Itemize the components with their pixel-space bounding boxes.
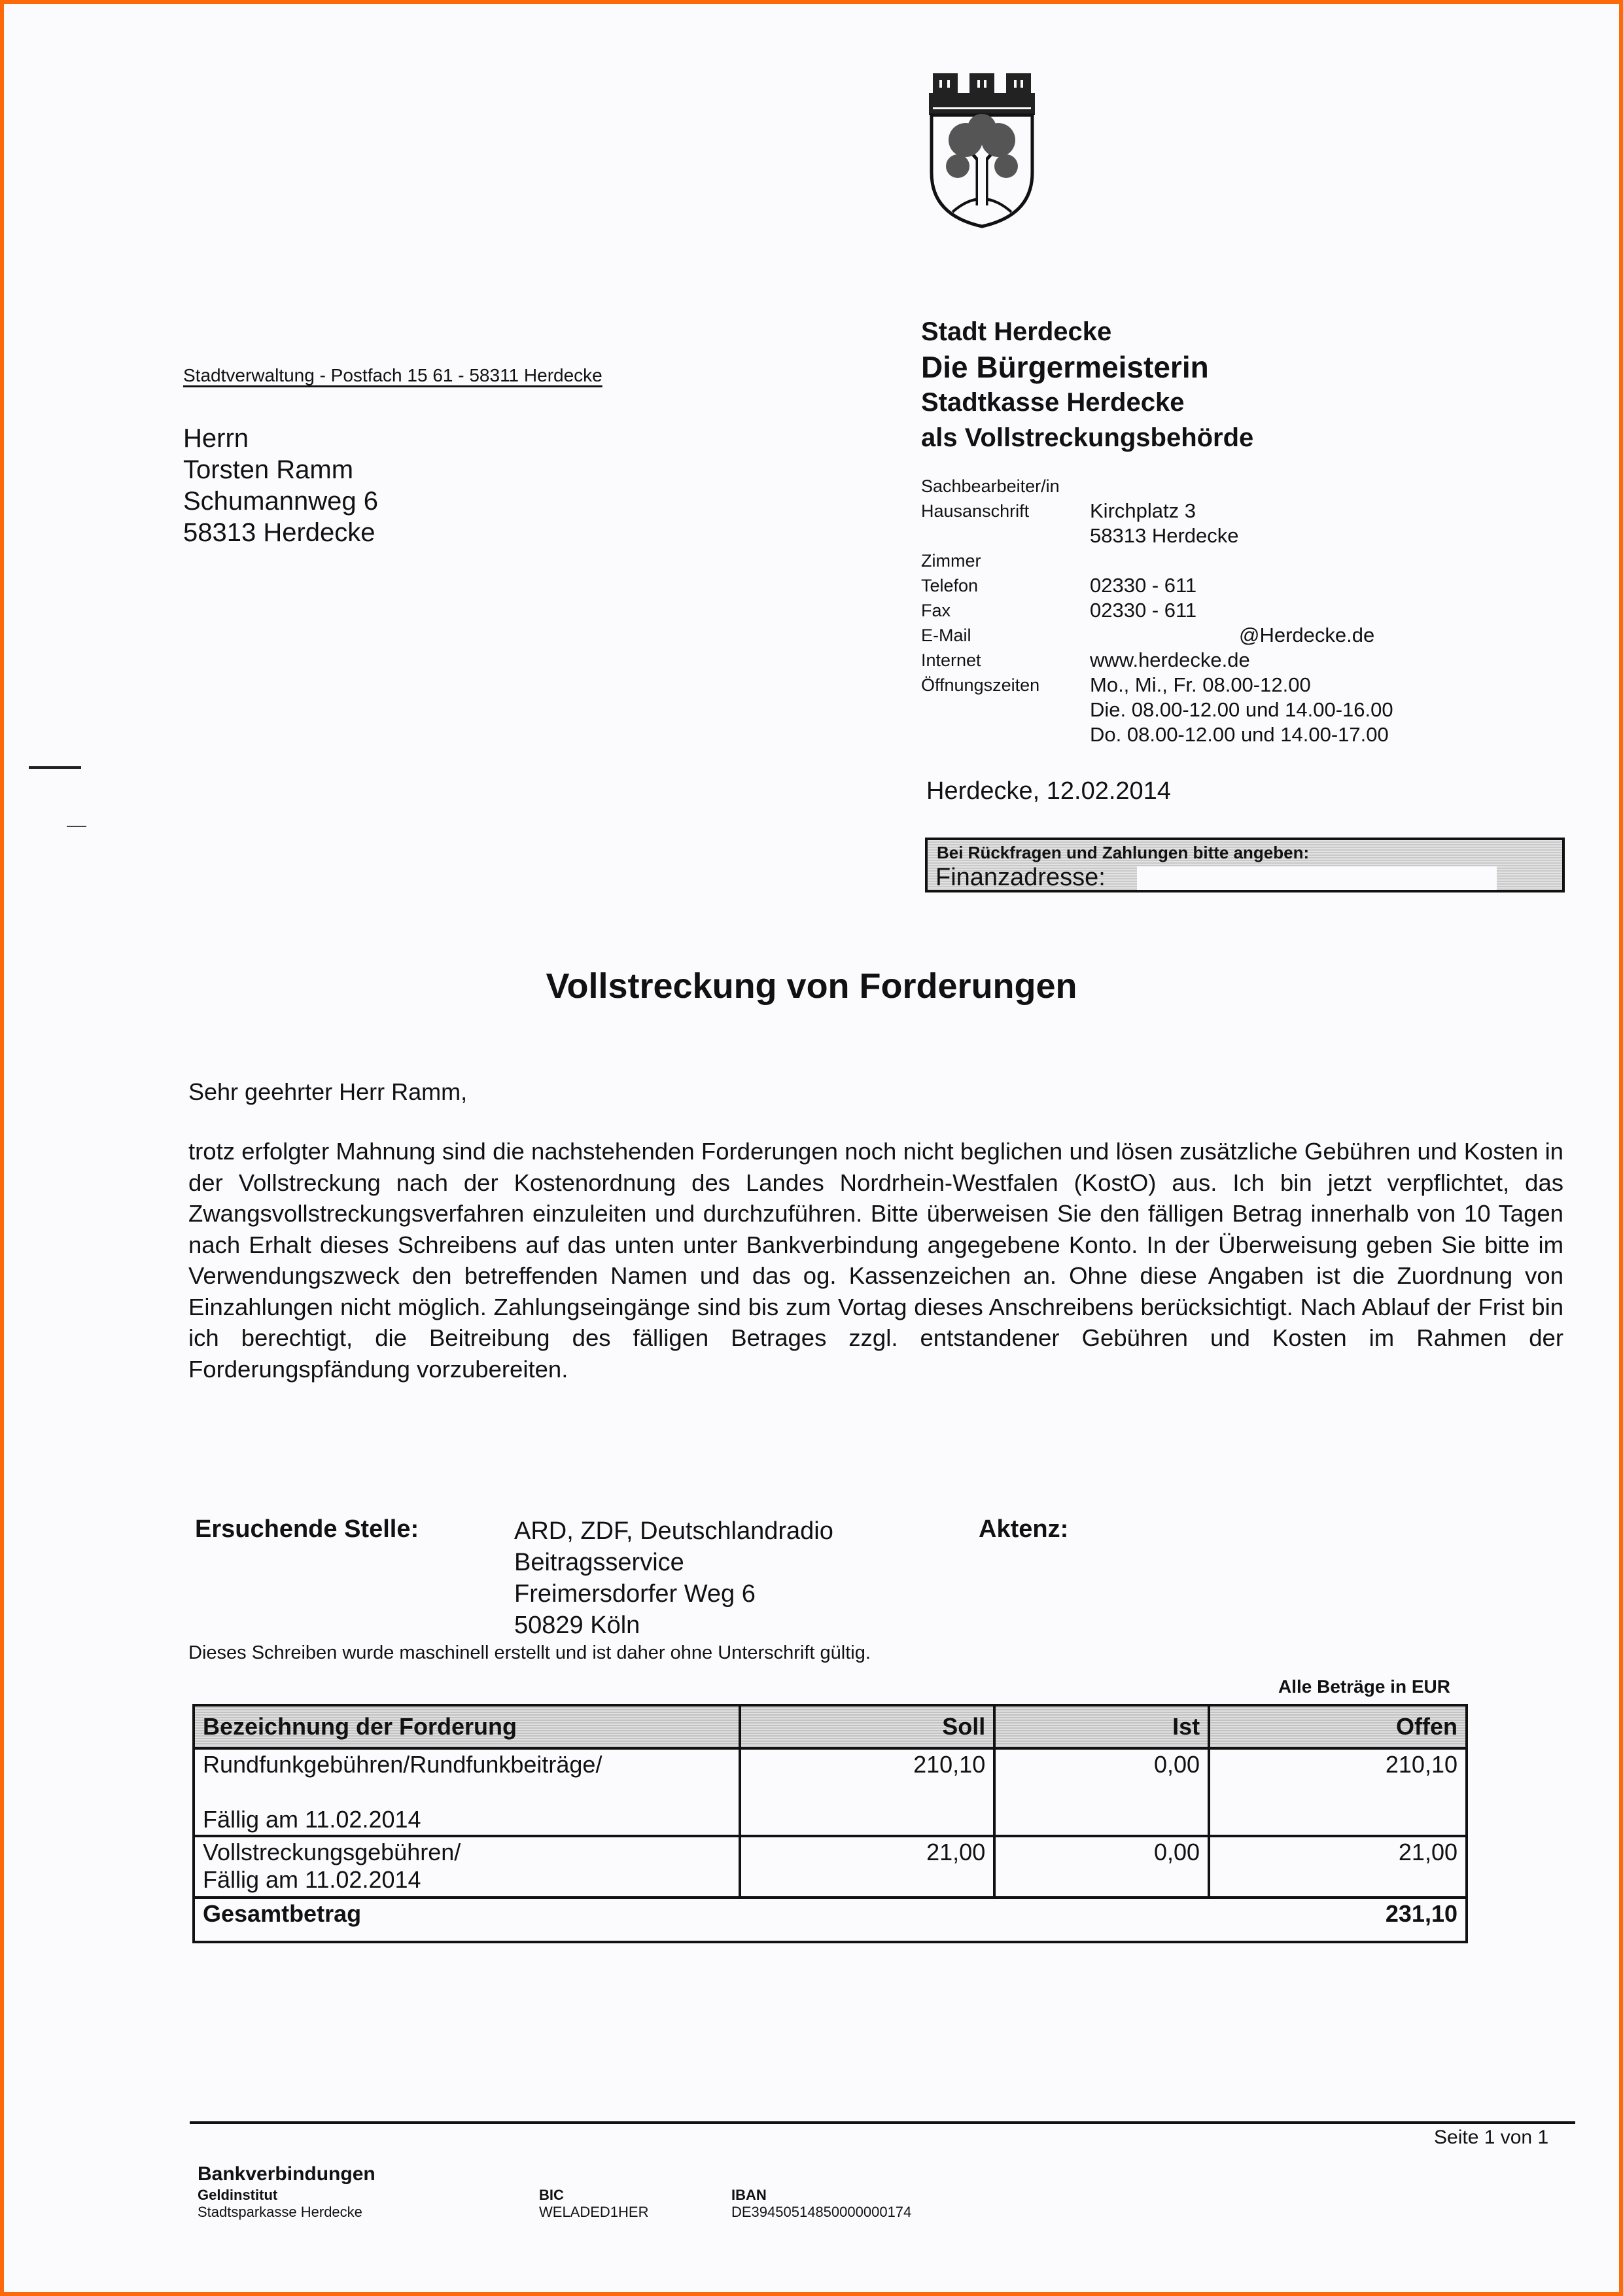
bank-heading: Bankverbindungen: [198, 2163, 375, 2185]
contact-value: 58313 Herdecke: [1090, 524, 1239, 547]
contact-row: [921, 573, 1393, 598]
requesting-party-address: [514, 1515, 833, 1641]
authority-city: Stadt Herdecke: [921, 317, 1112, 346]
column-header-ist: Ist: [994, 1705, 1209, 1748]
machine-generated-note: Dieses Schreiben wurde maschinell erstellt und ist daher ohne Unterschrift gültig.: [188, 1642, 871, 1663]
herdecke-coat-of-arms-icon: [926, 68, 1038, 232]
contact-value: Kirchplatz 3: [1090, 499, 1196, 522]
finance-address-label: Finanzadresse:: [935, 864, 1106, 891]
authority-treasury: Stadtkasse Herdecke: [921, 388, 1185, 417]
letter-title: Vollstreckung von Forderungen: [546, 966, 1077, 1006]
contact-row: [921, 673, 1393, 698]
letter-page: [4, 4, 1619, 2292]
contact-row: [921, 548, 1393, 573]
hours-value: Die. 08.00-12.00 und 14.00-16.00: [1090, 698, 1393, 721]
fold-mark: [29, 766, 81, 769]
letter-body: trotz erfolgter Mahnung sind die nachstehenden Forderungen noch nicht beglichen und lösen zusätzliche Gebühren und Kosten in der Vollstreckung nach der Kostenordnung des Landes Nordrhein-Westfalen (KostO) aus. Ich bin jetzt verpflichtet, das Zwangsvollstreckungsverfahren einzuleiten und durchzuführen. Bitte überweisen Sie den fälligen Betrag innerhalb von 10 Tagen nach Erhalt dieses Schreibens auf das unten unter Bankverbindung angegebene Konto. In der Überweisung geben Sie bitte im Verwendungszweck den betreffenden Namen und das og. Kassenzeichen an. Ohne diese Angaben ist die Zuordnung von Einzahlungen nicht möglich. Zahlungseingänge sind bis zum Vortag dieses Anschreibens berücksichtigt. Nach Ablauf der Frist bin ich berechtigt, die Beitreibung des fälligen Betrages zzgl. entstandener Gebühren und Kosten im Rahmen der Forderungspfändung vorzubereiten.: [188, 1138, 1563, 1383]
institute-label: Geldinstitut: [198, 2187, 278, 2203]
contact-label: [921, 698, 1090, 722]
contact-row: [921, 648, 1393, 673]
claim-title: Vollstreckungsgebühren/: [203, 1839, 461, 1865]
contact-label: Öffnungszeiten: [921, 675, 1040, 695]
claim-title: Rundfunkgebühren/Rundfunkbeiträge/: [203, 1751, 602, 1778]
recipient-street: Schumannweg 6: [183, 487, 378, 516]
claim-description: [194, 1836, 740, 1898]
claim-due-date: Fällig am 11.02.2014: [203, 1806, 421, 1833]
recipient-name: Torsten Ramm: [183, 455, 354, 484]
file-reference-label: Aktenz:: [979, 1515, 1069, 1543]
claim-offen: 21,00: [1209, 1836, 1467, 1898]
reference-box: [925, 838, 1565, 892]
contact-row: [921, 698, 1393, 722]
contact-label: Fax: [921, 601, 951, 620]
column-header-description: Bezeichnung der Forderung: [194, 1705, 740, 1748]
contact-label: [921, 722, 1090, 747]
salutation: Sehr geehrter Herr Ramm,: [188, 1078, 468, 1105]
authority-header: [921, 314, 1253, 455]
reference-heading: Bei Rückfragen und Zahlungen bitte angeben:: [937, 843, 1310, 862]
authority-role: als Vollstreckungsbehörde: [921, 423, 1254, 452]
total-label: Gesamtbetrag: [194, 1898, 1209, 1942]
fax-value: 02330 - 611: [1090, 599, 1197, 622]
contact-label: Sachbearbeiter/in: [921, 476, 1060, 496]
claim-due-date: Fällig am 11.02.2014: [203, 1866, 421, 1893]
table-header-row: [194, 1705, 1467, 1748]
table-row: [194, 1836, 1467, 1898]
requesting-party-line: 50829 Köln: [514, 1612, 640, 1639]
phone-value: 02330 - 611: [1090, 574, 1197, 597]
bank-bic: [539, 2187, 648, 2221]
requesting-party-line: ARD, ZDF, Deutschlandradio: [514, 1517, 833, 1545]
institute-value: Stadtsparkasse Herdecke: [198, 2204, 362, 2220]
claim-ist: 0,00: [994, 1748, 1209, 1836]
contact-label: Internet: [921, 650, 981, 670]
contact-label: E-Mail: [921, 626, 971, 645]
bic-label: BIC: [539, 2187, 564, 2203]
page-number: Seite 1 von 1: [1434, 2127, 1549, 2148]
contact-row: [921, 499, 1393, 523]
hours-value: Do. 08.00-12.00 und 14.00-17.00: [1090, 723, 1389, 746]
requesting-party-label: Ersuchende Stelle:: [195, 1515, 419, 1543]
claim-offen: 210,10: [1209, 1748, 1467, 1836]
claim-soll: 210,10: [740, 1748, 994, 1836]
total-amount: 231,10: [1209, 1898, 1467, 1942]
claims-table: [192, 1704, 1468, 1943]
bank-iban: [731, 2187, 911, 2221]
table-total-row: [194, 1898, 1467, 1942]
table-row: [194, 1748, 1467, 1836]
column-header-offen: Offen: [1209, 1705, 1467, 1748]
claim-soll: 21,00: [740, 1836, 994, 1898]
contact-row: [921, 623, 1393, 648]
letter-date: Herdecke, 12.02.2014: [926, 777, 1171, 805]
authority-mayor: Die Bürgermeisterin: [921, 350, 1209, 384]
sender-return-address: Stadtverwaltung - Postfach 15 61 - 58311 Herdecke: [183, 365, 602, 385]
bank-institute: [198, 2187, 362, 2221]
recipient-address: [183, 423, 378, 548]
contact-label: Telefon: [921, 576, 979, 595]
punch-mark: [67, 826, 86, 827]
iban-label: IBAN: [731, 2187, 767, 2203]
claim-description: [194, 1748, 740, 1836]
redacted-finance-address: [1137, 866, 1497, 890]
email-value: @Herdecke.de: [1239, 624, 1375, 646]
contact-details: [921, 474, 1393, 747]
footer-divider: [190, 2121, 1575, 2124]
contact-row: [921, 598, 1393, 623]
bic-value: WELADED1HER: [539, 2204, 649, 2220]
recipient-city: 58313 Herdecke: [183, 518, 375, 547]
contact-label: [921, 523, 1090, 548]
recipient-title: Herrn: [183, 424, 249, 453]
claim-ist: 0,00: [994, 1836, 1209, 1898]
iban-value: DE39450514850000000174: [731, 2204, 912, 2220]
contact-label: Zimmer: [921, 551, 981, 571]
website-link[interactable]: www.herdecke.de: [1090, 648, 1250, 671]
column-header-soll: Soll: [740, 1705, 994, 1748]
contact-row: [921, 474, 1393, 499]
requesting-party-line: Beitragsservice: [514, 1549, 684, 1576]
contact-label: Hausanschrift: [921, 501, 1030, 521]
hours-value: Mo., Mi., Fr. 08.00-12.00: [1090, 673, 1311, 696]
contact-row: [921, 523, 1393, 548]
contact-row: [921, 722, 1393, 747]
currency-note: Alle Beträge in EUR: [1278, 1676, 1450, 1697]
requesting-party-line: Freimersdorfer Weg 6: [514, 1580, 756, 1608]
